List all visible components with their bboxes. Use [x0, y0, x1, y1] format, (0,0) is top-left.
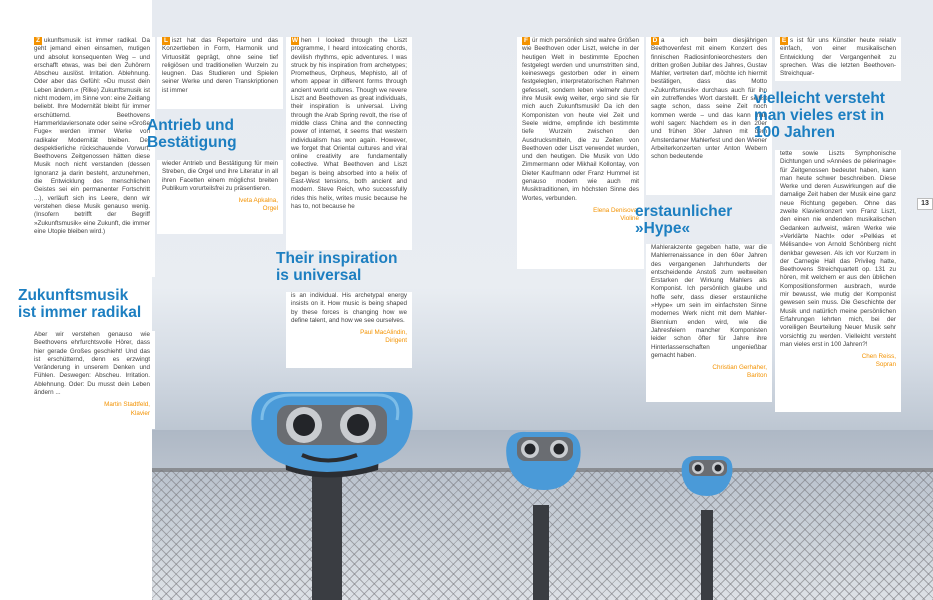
author-signature: Iveta Apkalna, Orgel — [238, 197, 278, 213]
article-text: L iszt hat das Repertoire und das Konzertleben in Form, Harmonik und Virtuosität geprägt, ohne seine tief religiösen und traditionellen Wurzeln zu leugnen. Das Studieren und Spielen seiner Werke und deren Transkriptionen ist immer — [162, 37, 278, 94]
article-text: Aber wir verstehen genauso wie Beethovens ehrfurchtsvolle Hörer, dass hier gerade Großes geschieht! Und das ist erschütternd, denn es erzwingt Veränderung in unserem Denken und Fühlen. Deswegen: Abscheu. Irritation. Ablehnung. Oder: Du musst dein Leben ändern ... — [34, 331, 150, 397]
article-text: is an individual. His archetypal energy insists on it. How music is being shaped by these forces is changing how we define talent, and how we see ourselves. — [291, 292, 407, 324]
initial-letter: W — [291, 37, 299, 44]
article-text: Z ukunftsmusik ist immer radikal. Da geht jemand einen einsamen, mutigen und absolut konsequenten Weg – und erschafft etwas, was bei den Zuhörern Abscheu auslöst. Irritation. Ablehnung. Oder aber das Gefühl: »Du musst dein Leben ändern.« (Rilke) Zukunftsmusik ist nicht modern, im Sinne von: eine Zeitlang beliebt. Ihre Modernität bleibt für immer erschütternd. Beethovens Hammerklaviersonate oder seine »Große Fuge« werden immer Werke von radikaler Modernität bleiben. Der despektierliche rückschauende Vorwurf, Beethovens Zeitgenossen hätten diese Musik noch nicht verstanden (dessen Ignoranz ja darin besteht, anzunehmen, die Entwicklung des menschlichen Geistes sei ein permanenter Fortschritt ...), verläuft sich ins Leere, denn wir verstehen diese Musik genauso wenig. (Insofern betrifft der Begriff »Zukunftsmusik« eine Zukunft, die immer eine Utopie bleiben wird.) — [34, 37, 150, 235]
author-signature: Paul MacAlindin, Dirigent — [360, 329, 407, 345]
initial-letter: Z — [34, 37, 42, 45]
article-text: Mahlerakzente gegeben hatte, war die Mahlerrenaissance in den 60er Jahren des vergangenen Jahrhunderts der entscheidende Anstoß zum weltweiten Erstarken der Wirkung Mahlers als Komponist. Ich persönlich glaube und hoffe sehr, dass dieser erstaunliche »Hype« um sein im einfachsten Sinne modernes Werk nicht mit dem Mahler-Biennium enden wird, wie die Jahresfeiern mancher Komponisten leider schon öfter für Jahre ihre Hinterlassenschaften ungenießbar gemacht haben. — [651, 244, 767, 359]
article-text: tette sowie Liszts Symphonische Dichtungen und »Années de pèlerinage« für Zeitgenossen bedeutet haben, kann man heute schwer beschreiben. Diese Werke und deren Auswirkungen auf die damalige Zeit haben der Musik eine ganz neue Richtung gegeben. Ohne das zweite Klavierkonzert von Franz Liszt, den einen nie endenden musikalischen Gedanken aufweist, wären Werke wie »Verklärte Nacht« oder »Pelléas et Mélisande« von Arnold Schönberg nicht denkbar gewesen. Als ich vor Kurzem in der Carnegie Hall das Privileg hatte, Beethovens Streichquartett op. 131 zu hören, mit welchem er aus den üblichen Kompositionsformen ausbrach, wurde mir bewusst, wie mutig der Komponist gewesen sein muss. Die Geschichte der Musik und natürlich meine persönlichen Erfahrungen lehrten mich, bei der voreiligen Beurteilung Neuer Musik sehr vorsichtig zu werden. Vielleicht versteht man vieles erst in 100 Jahren?! — [780, 150, 896, 348]
column-stadtfeld-bottom — [29, 331, 155, 429]
column-reiss-bottom — [775, 150, 901, 412]
author-signature: Christian Gerhaher, Bariton — [712, 364, 767, 380]
column-apkalna-top — [157, 37, 283, 109]
article-text: E s ist für uns Künstler heute relativ einfach, von einer musikalischen Entwicklung der Vergangenheit zu sprechen. Was die letzten Beethoven-Streichquar- — [780, 37, 896, 78]
article-text: D a ich beim diesjährigen Beethovenfest mit einem Konzert des finnischen Radiosinfonieorchesters den dritten großen Jubilar des Jahres, Gustav Mahler, vertreten darf, möchte ich hiermit bestätigen, dass das Motto »Zukunftsmusik« durchaus auch für ihn ein zutreffendes Wort darstellt. Er selbst sagte schon, dass seine Zeit noch kommen werde – und das kann man wohl sagen: Nachdem es in den 20er und frühen 30er Jahren mit dem Amsterdamer Mahlerfest und den Wiener Arbeiterkonzerten unter Anton Webern schon bedeutende — [651, 37, 767, 161]
initial-letter: F — [522, 37, 530, 45]
article-text: W hen I looked through the Liszt programme, I heard intoxicating chords, devilish rhythms, epic adventures. I was struck by his inspiration from archetypes; Prometheus, Orpheus, Mephisto, all of whom appear in different forms through ancient world cultures. Though we revere Liszt and Beethoven as great individuals, their inspiration is universal. Living through the Arab Spring revolt, the rise of middle class China and the connecting power of internet, it seems that western individualism has won again. However, we forget that Oriental cultures and viral online creativity are fundamentally collective. What Beethoven and Liszt began is being absorbed into a helix of East-West tensions, both ancient and modern. Steve Reich, who successfully rides this helix, writes music because he has to, not because he — [291, 37, 407, 210]
page-number: 13 — [917, 198, 933, 210]
article-text: F ür mich persönlich sind wahre Größen wie Beethoven oder Liszt, welche in der heutigen Welt in bestimmte Epochen festgelegt werden und unumstritten sind, keineswegs gestorben oder in einem festgelegten, interpretatorischen Rahmen gefesselt, sondern leben vielmehr durch ihre Musik ewig weiter, ergo sind sie für mich auch Zukunftsmusik! Da ich den Komponisten von heute viel Zeit und Seele widme, empfinde ich bestimmte tiefe Wurzeln zwischen den Ausdrucksmitteln, die zu Zeiten von Beethoven oder Liszt verwendet wurden, und den heutigen. Die Musik von Udo Zimmermann oder Mikhail Kollontay, von Dieter Kaufmann oder Franz Hummel ist genauso modern wie auch mit Musiktraditionen, im höchsten Sinne des Wortes, verbunden. — [522, 37, 639, 202]
heading-100-jahren: vielleicht versteht man vieles erst in 100 Jahren — [754, 90, 885, 141]
author-signature: Martin Stadtfeld, Klavier — [104, 401, 150, 417]
heading-hype: erstaunlicher »Hype« — [635, 203, 733, 237]
column-gerhaher-bottom — [646, 244, 772, 402]
article-text: wieder Antrieb und Bestätigung für mein Streben, die Orgel und ihre Literatur in all ihren Facetten einem möglichst breiten Publikum vorurteilsfrei zu präsentieren. — [162, 160, 278, 192]
column-macalindin-bottom — [286, 292, 412, 368]
author-signature: Chen Reiss, Sopran — [861, 353, 896, 369]
initial-letter: D — [652, 37, 658, 44]
heading-inspiration: Their inspiration is universal — [276, 250, 398, 284]
column-denisova — [517, 37, 644, 269]
column-macalindin-top — [286, 37, 412, 250]
column-apkalna-bottom — [157, 160, 283, 234]
initial-letter: L — [162, 37, 170, 45]
author-signature: Elena Denisova, Violine — [593, 206, 639, 223]
initial-letter: E — [781, 37, 787, 44]
heading-antrieb: Antrieb und Bestätigung — [147, 117, 237, 151]
heading-zukunftsmusik: Zukunftsmusik ist immer radikal — [18, 287, 142, 321]
column-reiss-top — [775, 37, 901, 81]
column-stadtfeld-top — [29, 37, 155, 277]
